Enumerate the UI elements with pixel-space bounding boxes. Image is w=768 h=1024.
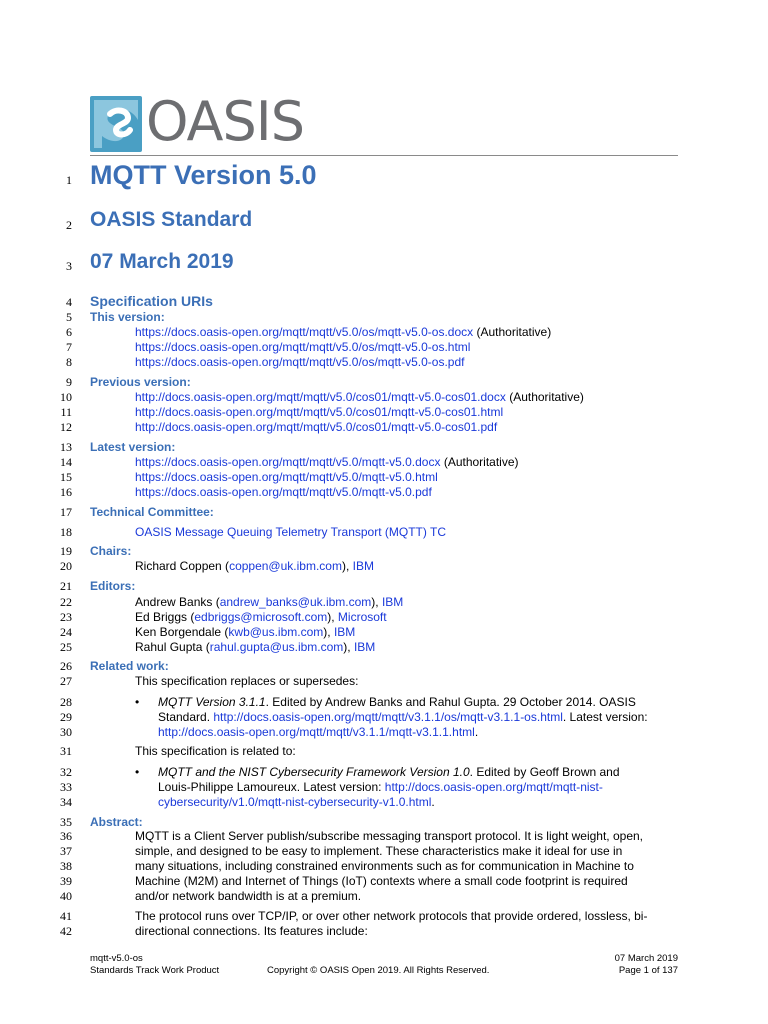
line-number: 41: [60, 909, 72, 923]
this-version-docx-row: [135, 325, 551, 339]
bullet-icon: •: [135, 695, 140, 709]
line-number: 16: [60, 485, 72, 499]
line-number: 6: [66, 325, 72, 339]
previous-version-docx-link[interactable]: http://docs.oasis-open.org/mqtt/mqtt/v5.0/cos01/mqtt-v5.0-cos01.docx: [135, 390, 506, 404]
replaces-item-line1: [158, 695, 636, 709]
footer-copyright: Copyright © OASIS Open 2019. All Rights Reserved.: [267, 965, 490, 976]
footer-date: 07 March 2019: [614, 953, 678, 964]
abstract-label: Abstract:: [90, 815, 143, 829]
line-number: 29: [60, 710, 72, 724]
line-number: 20: [60, 559, 72, 573]
line-number: 36: [60, 829, 72, 843]
replaces-item-title: MQTT Version 3.1.1: [158, 695, 266, 709]
editor-email-link[interactable]: edbriggs@microsoft.com: [194, 610, 328, 624]
related-intro: This specification is related to:: [135, 744, 296, 758]
line-number: 30: [60, 725, 72, 739]
line-number: 13: [60, 440, 72, 454]
line-number: 7: [66, 340, 72, 354]
footer-doc-id: mqtt-v5.0-os: [90, 953, 143, 964]
replaces-item-text: .: [474, 725, 479, 739]
editor-entry: [135, 610, 387, 624]
line-number: 3: [66, 259, 72, 273]
document-date: 07 March 2019: [90, 250, 234, 273]
related-item-line3: [158, 795, 435, 809]
document-subtitle: OASIS Standard: [90, 208, 253, 231]
abstract-line: and/or network bandwidth is at a premium.: [135, 889, 362, 903]
replaces-item-latest-link[interactable]: http://docs.oasis-open.org/mqtt/mqtt/v3.1.1/mqtt-v3.1.1.html: [158, 725, 475, 739]
line-number: 42: [60, 924, 72, 938]
editor-separator: ),: [371, 595, 382, 609]
latest-version-docx-link[interactable]: https://docs.oasis-open.org/mqtt/mqtt/v5.0/mqtt-v5.0.docx: [135, 455, 441, 469]
latest-version-docx-row: [135, 455, 519, 469]
technical-committee-label: Technical Committee:: [90, 505, 214, 519]
line-number: 18: [60, 525, 72, 539]
this-version-docx-link[interactable]: https://docs.oasis-open.org/mqtt/mqtt/v5.0/os/mqtt-v5.0-os.docx: [135, 325, 474, 339]
editor-name: Andrew Banks (: [135, 595, 220, 609]
authoritative-note: (Authoritative): [440, 455, 519, 469]
line-number: 37: [60, 844, 72, 858]
oasis-logo-text: OASIS: [146, 90, 304, 153]
replaces-item-text: Standard.: [158, 710, 214, 724]
previous-version-html-link[interactable]: http://docs.oasis-open.org/mqtt/mqtt/v5.0/cos01/mqtt-v5.0-cos01.html: [135, 405, 504, 419]
replaces-item-line3: [158, 725, 478, 739]
replaces-item-text: . Edited by Andrew Banks and Rahul Gupta. 29 October 2014. OASIS: [265, 695, 636, 709]
technical-committee-link[interactable]: OASIS Message Queuing Telemetry Transport (MQTT) TC: [135, 525, 446, 539]
related-item-link-part2[interactable]: cybersecurity/v1.0/mqtt-nist-cybersecurity-v1.0.html: [158, 795, 432, 809]
related-item-title: MQTT and the NIST Cybersecurity Framework Version 1.0: [158, 765, 470, 779]
header-rule: [90, 155, 678, 156]
editor-separator: ),: [327, 610, 338, 624]
line-number: 39: [60, 874, 72, 888]
editor-separator: ),: [323, 625, 334, 639]
oasis-logo-mark: [90, 96, 142, 152]
editor-email-link[interactable]: rahul.gupta@us.ibm.com: [209, 640, 344, 654]
bullet-icon: •: [135, 765, 140, 779]
chairs-label: Chairs:: [90, 544, 132, 558]
editor-name: Ken Borgendale (: [135, 625, 229, 639]
abstract-line: simple, and designed to be easy to implement. These characteristics make it ideal for use in: [135, 844, 623, 858]
related-item-link-part1[interactable]: http://docs.oasis-open.org/mqtt/mqtt-nist-: [384, 780, 603, 794]
editors-label: Editors:: [90, 579, 136, 593]
authoritative-note: (Authoritative): [473, 325, 552, 339]
replaces-item-link[interactable]: http://docs.oasis-open.org/mqtt/mqtt/v3.1.1/os/mqtt-v3.1.1-os.html: [213, 710, 563, 724]
line-number: 17: [60, 505, 72, 519]
line-number: 26: [60, 659, 72, 673]
line-number: 35: [60, 815, 72, 829]
line-number: 1: [66, 173, 72, 187]
editor-separator: ),: [343, 640, 354, 654]
abstract-line: MQTT is a Client Server publish/subscribe messaging transport protocol. It is light weight, open,: [135, 829, 644, 843]
this-version-pdf-link[interactable]: https://docs.oasis-open.org/mqtt/mqtt/v5.0/os/mqtt-v5.0-os.pdf: [135, 355, 465, 369]
line-number: 11: [60, 405, 72, 419]
editor-entry: [135, 640, 375, 654]
related-item-text: Louis-Philippe Lamoureux. Latest version:: [158, 780, 385, 794]
line-number: 5: [66, 310, 72, 324]
editor-email-link[interactable]: andrew_banks@uk.ibm.com: [219, 595, 372, 609]
abstract-line: Machine (M2M) and Internet of Things (IoT) contexts where a small code footprint is required: [135, 874, 628, 888]
line-number: 8: [66, 355, 72, 369]
latest-version-label: Latest version:: [90, 440, 176, 454]
editor-org-link[interactable]: Microsoft: [337, 610, 387, 624]
abstract-line: many situations, including constrained environments such as for communication in Machine to: [135, 859, 634, 873]
line-number: 19: [60, 544, 72, 558]
line-number: 22: [60, 595, 72, 609]
editor-org-link[interactable]: IBM: [333, 625, 356, 639]
line-number: 21: [60, 579, 72, 593]
line-number: 31: [60, 744, 72, 758]
editor-email-link[interactable]: kwb@us.ibm.com: [228, 625, 324, 639]
line-number: 34: [60, 795, 72, 809]
oasis-logo: [90, 90, 320, 153]
latest-version-pdf-link[interactable]: https://docs.oasis-open.org/mqtt/mqtt/v5.0/mqtt-v5.0.pdf: [135, 485, 432, 499]
document-title: MQTT Version 5.0: [90, 160, 317, 190]
line-number: 38: [60, 859, 72, 873]
line-number: 10: [60, 390, 72, 404]
latest-version-html-link[interactable]: https://docs.oasis-open.org/mqtt/mqtt/v5.0/mqtt-v5.0.html: [135, 470, 438, 484]
editor-name: Rahul Gupta (: [135, 640, 210, 654]
line-number: 9: [66, 375, 72, 389]
chair-org-link[interactable]: IBM: [352, 559, 374, 573]
footer-track: Standards Track Work Product: [90, 965, 220, 976]
related-item-text: .: [431, 795, 435, 809]
line-number: 28: [60, 695, 72, 709]
editor-entry: [135, 625, 355, 639]
related-work-label: Related work:: [90, 659, 169, 673]
previous-version-docx-row: [135, 390, 584, 404]
line-number: 15: [60, 470, 72, 484]
line-number: 33: [60, 780, 72, 794]
this-version-label: This version:: [90, 310, 165, 324]
chair-separator: ),: [341, 559, 353, 573]
line-number: 12: [60, 420, 72, 434]
authoritative-note: (Authoritative): [505, 390, 584, 404]
line-number: 40: [60, 889, 72, 903]
related-item-line1: [158, 765, 620, 779]
replaces-item-text: . Latest version:: [562, 710, 648, 724]
replaces-intro: This specification replaces or supersedes:: [135, 674, 359, 688]
chair-name: Richard Coppen (: [135, 559, 230, 573]
line-number: 27: [60, 674, 72, 688]
related-item-line2: [158, 780, 603, 794]
related-item-text: . Edited by Geoff Brown and: [469, 765, 620, 779]
line-number: 32: [60, 765, 72, 779]
line-number: 4: [66, 295, 72, 309]
editor-entry: [135, 595, 403, 609]
line-number: 14: [60, 455, 72, 469]
line-number: 23: [60, 610, 72, 624]
chair-entry: [135, 559, 374, 573]
line-number: 25: [60, 640, 72, 654]
previous-version-pdf-link[interactable]: http://docs.oasis-open.org/mqtt/mqtt/v5.0/cos01/mqtt-v5.0-cos01.pdf: [135, 420, 498, 434]
line-number: 2: [66, 218, 72, 232]
editor-org-link[interactable]: IBM: [381, 595, 404, 609]
line-number: 24: [60, 625, 72, 639]
abstract-line: The protocol runs over TCP/IP, or over other network protocols that provide ordered, lossless, bi-: [135, 909, 648, 923]
chair-email-link[interactable]: coppen@uk.ibm.com: [229, 559, 342, 573]
footer-page: Page 1 of 137: [618, 965, 678, 976]
editor-name: Ed Briggs (: [135, 610, 195, 624]
this-version-html-link[interactable]: https://docs.oasis-open.org/mqtt/mqtt/v5.0/os/mqtt-v5.0-os.html: [135, 340, 471, 354]
replaces-item-line2: [158, 710, 648, 724]
abstract-line: directional connections. Its features include:: [135, 924, 368, 938]
editor-org-link[interactable]: IBM: [353, 640, 376, 654]
previous-version-label: Previous version:: [90, 375, 191, 389]
spec-uris-heading: Specification URIs: [90, 293, 213, 309]
